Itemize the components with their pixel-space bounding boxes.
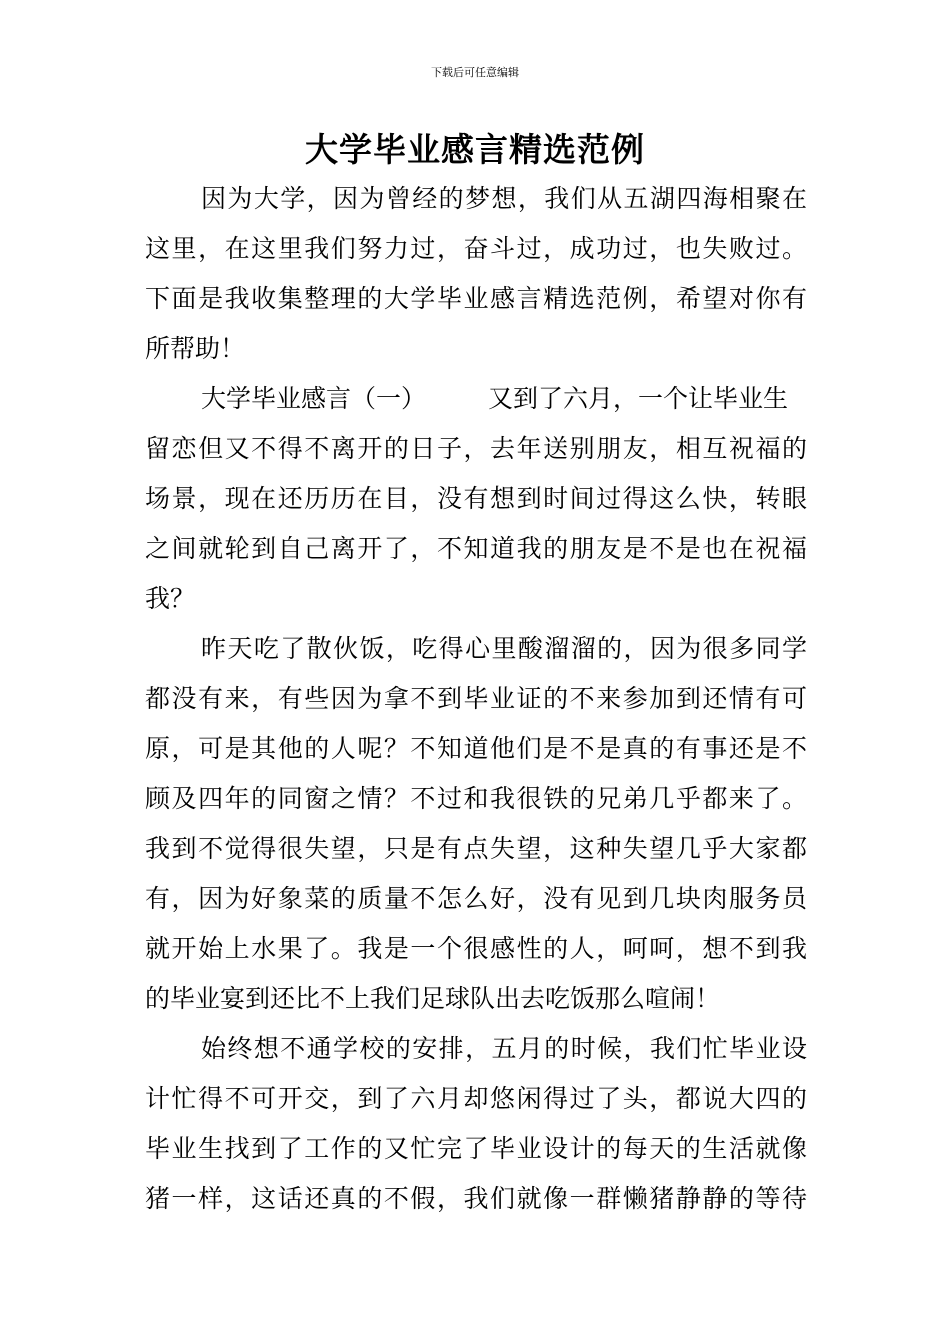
section-heading: 大学毕业感言（一） <box>201 384 427 413</box>
text-line: 毕业生找到了工作的又忙完了毕业设计的每天的生活就像 <box>145 1134 807 1163</box>
paragraph-1 <box>145 174 807 374</box>
text-line: 这里，在这里我们努力过，奋斗过，成功过，也失败过。 <box>145 234 807 263</box>
header-note: 下载后可任意编辑 <box>431 66 519 79</box>
paragraph-4 <box>145 1024 807 1224</box>
text-fragment: 又到了六月，一个让毕业生 <box>488 384 789 413</box>
document-title: 大学毕业感言精选范例 <box>305 130 645 169</box>
text-line: 计忙得不可开交，到了六月却悠闲得过了头，都说大四的 <box>145 1084 807 1113</box>
text-line: 留恋但又不得不离开的日子，去年送别朋友，相互祝福的 <box>145 434 807 463</box>
text-line: 有，因为好象菜的质量不怎么好，没有见到几块肉服务员 <box>145 884 807 913</box>
text-line: 我到不觉得很失望，只是有点失望，这种失望几乎大家都 <box>145 834 807 863</box>
text-line: 场景，现在还历历在目，没有想到时间过得这么快，转眼 <box>145 484 807 513</box>
text-line: 都没有来，有些因为拿不到毕业证的不来参加到还情有可 <box>145 684 807 713</box>
text-line: 昨天吃了散伙饭，吃得心里酸溜溜的，因为很多同学 <box>201 634 807 663</box>
text-line <box>145 374 807 424</box>
text-line: 所帮助！ <box>145 334 246 363</box>
text-line: 顾及四年的同窗之情？不过和我很铁的兄弟几乎都来了。 <box>145 784 807 813</box>
text-line: 因为大学，因为曾经的梦想，我们从五湖四海相聚在 <box>201 184 807 213</box>
text-line: 就开始上水果了。我是一个很感性的人，呵呵，想不到我 <box>145 934 807 963</box>
text-line: 原，可是其他的人呢？不知道他们是不是真的有事还是不 <box>145 734 807 763</box>
paragraph-2 <box>145 374 807 624</box>
text-line: 的毕业宴到还比不上我们足球队出去吃饭那么喧闹！ <box>145 984 721 1013</box>
text-line: 我？ <box>145 584 196 613</box>
text-line: 猪一样，这话还真的不假，我们就像一群懒猪静静的等待 <box>145 1184 807 1213</box>
document-body <box>145 174 807 1224</box>
text-line: 始终想不通学校的安排，五月的时候，我们忙毕业设 <box>201 1034 807 1063</box>
text-line: 下面是我收集整理的大学毕业感言精选范例，希望对你有 <box>145 284 807 313</box>
paragraph-3 <box>145 624 807 1024</box>
text-line: 之间就轮到自己离开了，不知道我的朋友是不是也在祝福 <box>145 534 807 563</box>
